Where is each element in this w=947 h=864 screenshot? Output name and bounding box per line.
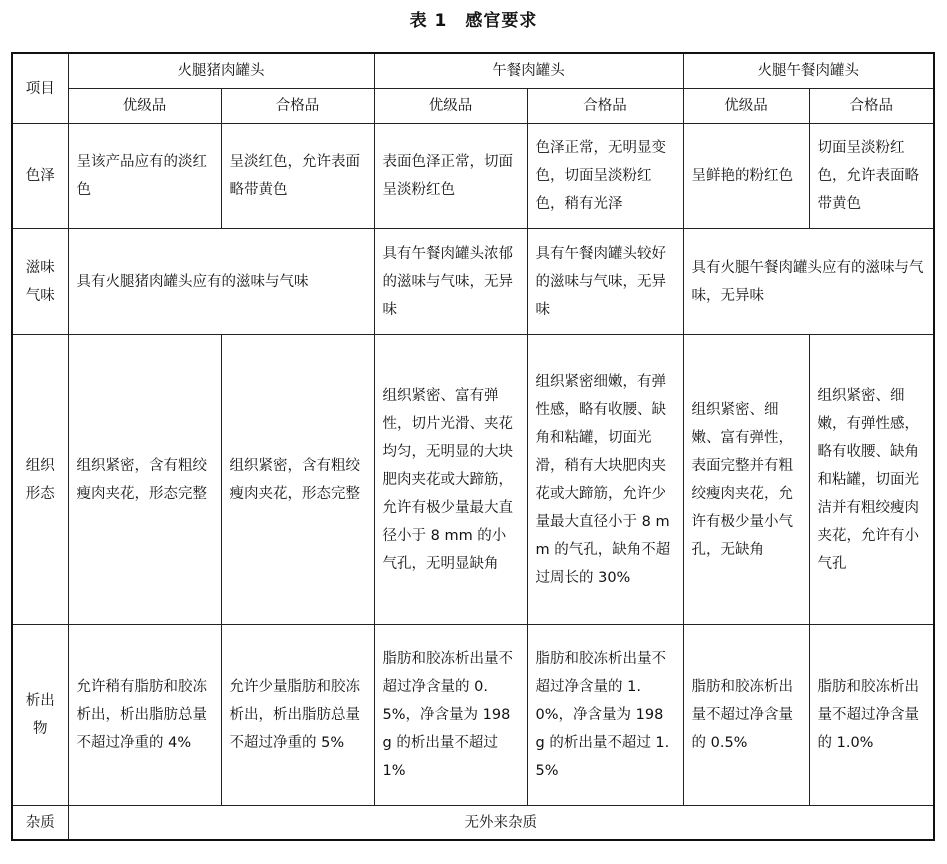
row-color bbox=[12, 124, 934, 229]
header-grade: 合格品 bbox=[221, 89, 374, 124]
header-grade: 优级品 bbox=[68, 89, 221, 124]
header-grade: 优级品 bbox=[683, 89, 809, 124]
row-label-impurity: 杂质 bbox=[12, 806, 68, 841]
row-label-texture: 组织形态 bbox=[12, 335, 68, 625]
header-group-ham-luncheon: 火腿午餐肉罐头 bbox=[683, 53, 934, 89]
row-taste bbox=[12, 229, 934, 335]
table-cell: 呈鲜艳的粉红色 bbox=[683, 124, 809, 229]
table-cell: 允许稍有脂肪和胶冻析出，析出脂肪总量不超过净重的 4% bbox=[68, 625, 221, 806]
header-grade: 合格品 bbox=[809, 89, 934, 124]
table-cell: 切面呈淡粉红色，允许表面略带黄色 bbox=[809, 124, 934, 229]
table-cell: 脂肪和胶冻析出量不超过净含量的 0.5%，净含量为 198 g 的析出量不超过 1% bbox=[374, 625, 527, 806]
table-cell: 具有午餐肉罐头较好的滋味与气味，无异味 bbox=[527, 229, 683, 335]
table-cell: 允许少量脂肪和胶冻析出，析出脂肪总量不超过净重的 5% bbox=[221, 625, 374, 806]
row-impurity bbox=[12, 806, 934, 841]
header-row-groups bbox=[12, 53, 934, 89]
table-cell: 呈淡红色，允许表面略带黄色 bbox=[221, 124, 374, 229]
table-cell: 脂肪和胶冻析出量不超过净含量的 1.0%，净含量为 198 g 的析出量不超过 1.5% bbox=[527, 625, 683, 806]
table-cell: 表面色泽正常，切面呈淡粉红色 bbox=[374, 124, 527, 229]
table-cell: 具有午餐肉罐头浓郁的滋味与气味，无异味 bbox=[374, 229, 527, 335]
table-cell: 色泽正常，无明显变色，切面呈淡粉红色，稍有光泽 bbox=[527, 124, 683, 229]
header-grade: 优级品 bbox=[374, 89, 527, 124]
table-title: 表 1 感官要求 bbox=[409, 11, 538, 31]
table-cell: 具有火腿猪肉罐头应有的滋味与气味 bbox=[68, 229, 374, 335]
header-group-ham-pork: 火腿猪肉罐头 bbox=[68, 53, 374, 89]
table-cell: 组织紧密，含有粗绞瘦肉夹花，形态完整 bbox=[68, 335, 221, 625]
table-cell: 无外来杂质 bbox=[68, 806, 934, 841]
header-grade: 合格品 bbox=[527, 89, 683, 124]
table-cell: 组织紧密、细嫩、富有弹性，表面完整并有粗绞瘦肉夹花，允许有极少量小气孔，无缺角 bbox=[683, 335, 809, 625]
row-label-exudate: 析出物 bbox=[12, 625, 68, 806]
row-exudate bbox=[12, 625, 934, 806]
table-cell: 脂肪和胶冻析出量不超过净含量的 1.0% bbox=[809, 625, 934, 806]
table-cell: 组织紧密，含有粗绞瘦肉夹花，形态完整 bbox=[221, 335, 374, 625]
table-cell: 具有火腿午餐肉罐头应有的滋味与气味，无异味 bbox=[683, 229, 934, 335]
header-item: 项目 bbox=[12, 53, 68, 124]
header-group-luncheon: 午餐肉罐头 bbox=[374, 53, 683, 89]
table-cell: 组织紧密、富有弹性，切片光滑、夹花均匀，无明显的大块肥肉夹花或大蹄筋，允许有极少量最大直径小于 8 mm 的小气孔，无明显缺角 bbox=[374, 335, 527, 625]
row-texture bbox=[12, 335, 934, 625]
row-label-color: 色泽 bbox=[12, 124, 68, 229]
table-cell: 组织紧密细嫩，有弹性感，略有收腰、缺角和粘罐，切面光滑，稍有大块肥肉夹花或大蹄筋，允许少量最大直径小于 8 mm 的气孔，缺角不超过周长的 30% bbox=[527, 335, 683, 625]
row-label-taste: 滋味气味 bbox=[12, 229, 68, 335]
table-cell: 组织紧密、细嫩，有弹性感，略有收腰、缺角和粘罐，切面光洁并有粗绞瘦肉夹花，允许有小气孔 bbox=[809, 335, 934, 625]
table-cell: 呈该产品应有的淡红色 bbox=[68, 124, 221, 229]
header-row-grades bbox=[12, 89, 934, 124]
table-cell: 脂肪和胶冻析出量不超过净含量的 0.5% bbox=[683, 625, 809, 806]
sensory-requirements-table bbox=[11, 52, 935, 841]
